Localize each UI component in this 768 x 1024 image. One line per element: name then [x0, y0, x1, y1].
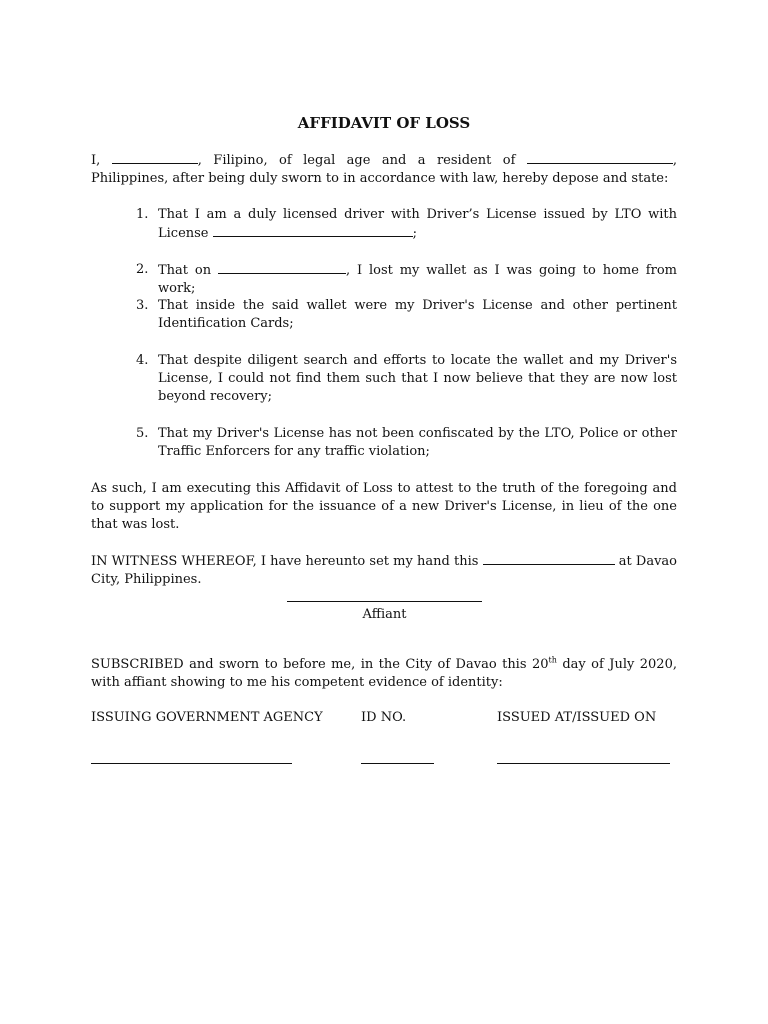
subscribed-end: day of July 2020, with affiant showing to me his competent evidence of identity:: [91, 657, 677, 690]
list-number: 2.: [136, 262, 149, 277]
header-issued-at-on: ISSUED AT/ISSUED ON: [497, 710, 657, 725]
intro-part-1: I,: [91, 153, 101, 168]
intro-part-3: , Philippines, after being duly sworn to in accordance with law, hereby depose and state:: [91, 153, 677, 186]
list-item-4: [136, 352, 677, 406]
header-issuing-agency: ISSUING GOVERNMENT AGENCY: [91, 710, 323, 725]
subscribed-paragraph: [91, 656, 677, 692]
intro-part-2: , Filipino, of legal age and a resident of: [197, 153, 516, 168]
item-3-text: That inside the said wallet were my Driver's License and other pertinent Identification Cards;: [158, 298, 677, 331]
witness-paragraph: [91, 552, 677, 589]
witness-end: at Davao City, Philippines.: [91, 554, 677, 587]
item-5-text: That my Driver's License has not been confiscated by the LTO, Police or other Traffic Enforcers for any traffic violation;: [158, 426, 677, 459]
name-blank: [112, 151, 198, 164]
item-4-text: That despite diligent search and efforts to locate the wallet and my Driver's License, I could not find them such that I now believe that they are now lost beyond recovery;: [158, 353, 677, 404]
issued-at-on-blank: [497, 762, 670, 764]
list-item-1: [136, 206, 677, 243]
item-1-end: ;: [412, 226, 418, 241]
list-number: 5.: [136, 426, 149, 441]
item-2-text: That on: [158, 263, 212, 278]
as-such-paragraph: As such, I am executing this Affidavit of Loss to attest to the truth of the foregoing and to support my application for the issuance of a new Driver's License, in lieu of the one that was lost.: [91, 481, 677, 532]
list-item-5: [136, 425, 677, 461]
issuing-agency-blank: [91, 762, 292, 764]
item-1-text: That I am a duly licensed driver with Driver’s License issued by LTO with License: [158, 207, 677, 241]
witness-text: IN WITNESS WHEREOF, I have hereunto set my hand this: [91, 554, 479, 569]
list-item-2: [136, 261, 677, 298]
residence-blank: [527, 151, 673, 164]
id-number-blank: [361, 762, 434, 764]
list-number: 1.: [136, 207, 149, 222]
subscribed-text: SUBSCRIBED and sworn to before me, in the City of Davao this 20: [91, 657, 549, 672]
date-lost-blank: [218, 261, 346, 274]
license-number-blank: [213, 224, 413, 237]
item-2-end: , I lost my wallet as I was going to home from work;: [158, 263, 677, 296]
list-number: 3.: [136, 298, 149, 313]
affiant-label: Affiant: [362, 607, 407, 622]
document-title: AFFIDAVIT OF LOSS: [297, 114, 471, 132]
list-number: 4.: [136, 353, 149, 368]
affiant-signature-line: [287, 600, 482, 602]
list-item-3: [136, 297, 677, 333]
header-id-no: ID NO.: [361, 710, 407, 725]
witness-date-blank: [483, 552, 615, 565]
intro-paragraph: [91, 151, 677, 188]
ordinal-suffix: th: [548, 655, 557, 665]
